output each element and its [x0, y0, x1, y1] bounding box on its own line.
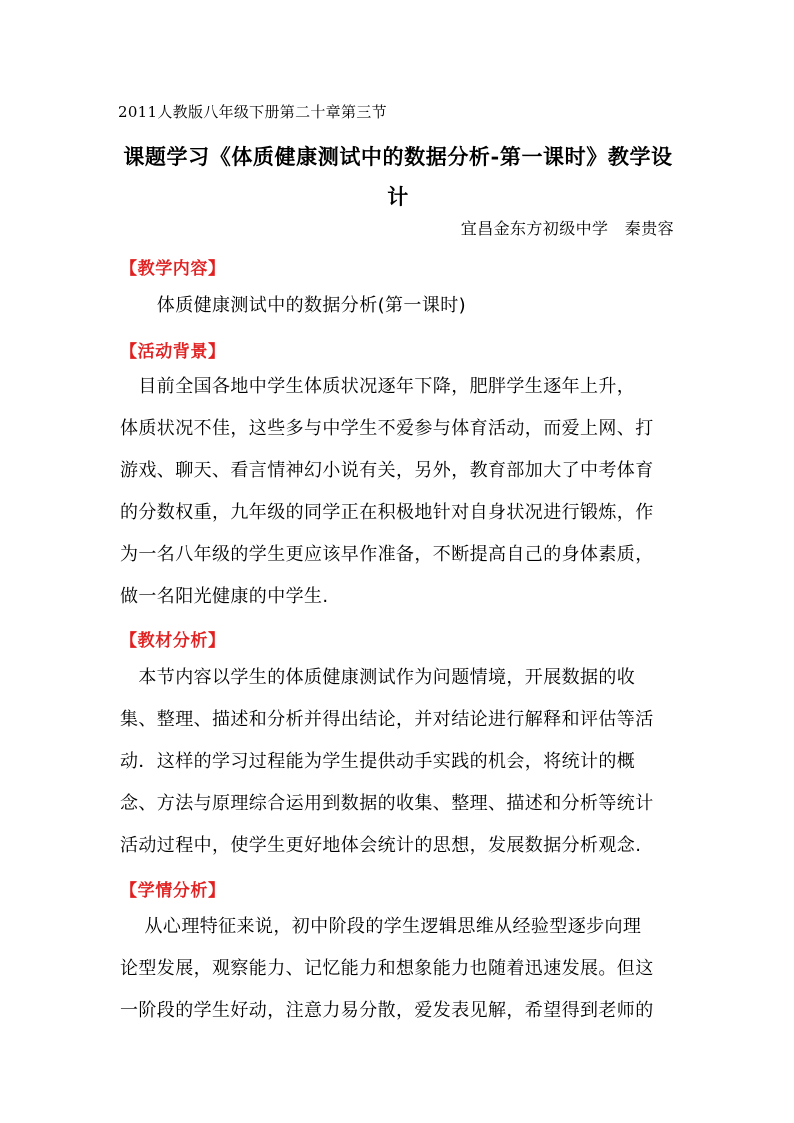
section-heading-learner-analysis: 【学情分析】 — [120, 881, 226, 901]
paragraph-line: 从心理特征来说，初中阶段的学生逻辑思维从经验型逐步向理 — [120, 916, 642, 937]
paragraph-line: 论型发展，观察能力、记忆能力和想象能力也随着迅速发展。但这 — [120, 958, 654, 979]
paragraph-line: 本节内容以学生的体质健康测试作为问题情境，开展数据的收 — [120, 667, 636, 688]
paragraph-line: 游戏、聊天、看言情神幻小说有关，另外，教育部加大了中考体育 — [120, 460, 654, 481]
series-line: 2011人教版八年级下册第二十章第三节 — [118, 103, 387, 121]
paragraph-line: 体质健康测试中的数据分析(第一课时) — [120, 295, 467, 316]
paragraph-line: 的分数权重，九年级的同学正在积极地针对自身状况进行锻炼，作 — [120, 502, 654, 523]
section-body-teaching-content — [120, 285, 676, 327]
author-line: 宜昌金东方初级中学 秦贵容 — [460, 219, 674, 238]
document-title — [120, 137, 676, 217]
paragraph-line: 做一名阳光健康的中学生. — [120, 586, 329, 607]
title-line-2: 计 — [387, 184, 409, 209]
section-heading-teaching-content: 【教学内容】 — [120, 259, 226, 279]
paragraph-line: 动．这样的学习过程能为学生提供动手实践的机会，将统计的概 — [120, 751, 636, 772]
section-heading-activity-background: 【活动背景】 — [120, 342, 226, 362]
paragraph-line: 目前全国各地中学生体质状况逐年下降，肥胖学生逐年上升， — [120, 376, 636, 397]
paragraph-line: 念、方法与原理综合运用到数据的收集、整理、描述和分析等统计 — [120, 793, 654, 814]
section-heading-textbook-analysis: 【教材分析】 — [120, 631, 226, 651]
paragraph-line: 体质状况不佳，这些多与中学生不爱参与体育活动，而爱上网、打 — [120, 418, 654, 439]
section-body-learner-analysis — [120, 906, 676, 1032]
section-body-textbook-analysis — [120, 657, 676, 867]
section-body-activity-background — [120, 366, 676, 618]
title-line-1: 课题学习《体质健康测试中的数据分析-第一课时》教学设 — [123, 144, 673, 169]
paragraph-line: 活动过程中，使学生更好地体会统计的思想，发展数据分析观念. — [120, 835, 642, 856]
paragraph-line: 一阶段的学生好动，注意力易分散，爱发表见解，希望得到老师的 — [120, 1000, 654, 1021]
paragraph-line: 为一名八年级的学生更应该早作准备，不断提高自己的身体素质， — [120, 544, 654, 565]
paragraph-line: 集、整理、描述和分析并得出结论，并对结论进行解释和评估等活 — [120, 709, 654, 730]
